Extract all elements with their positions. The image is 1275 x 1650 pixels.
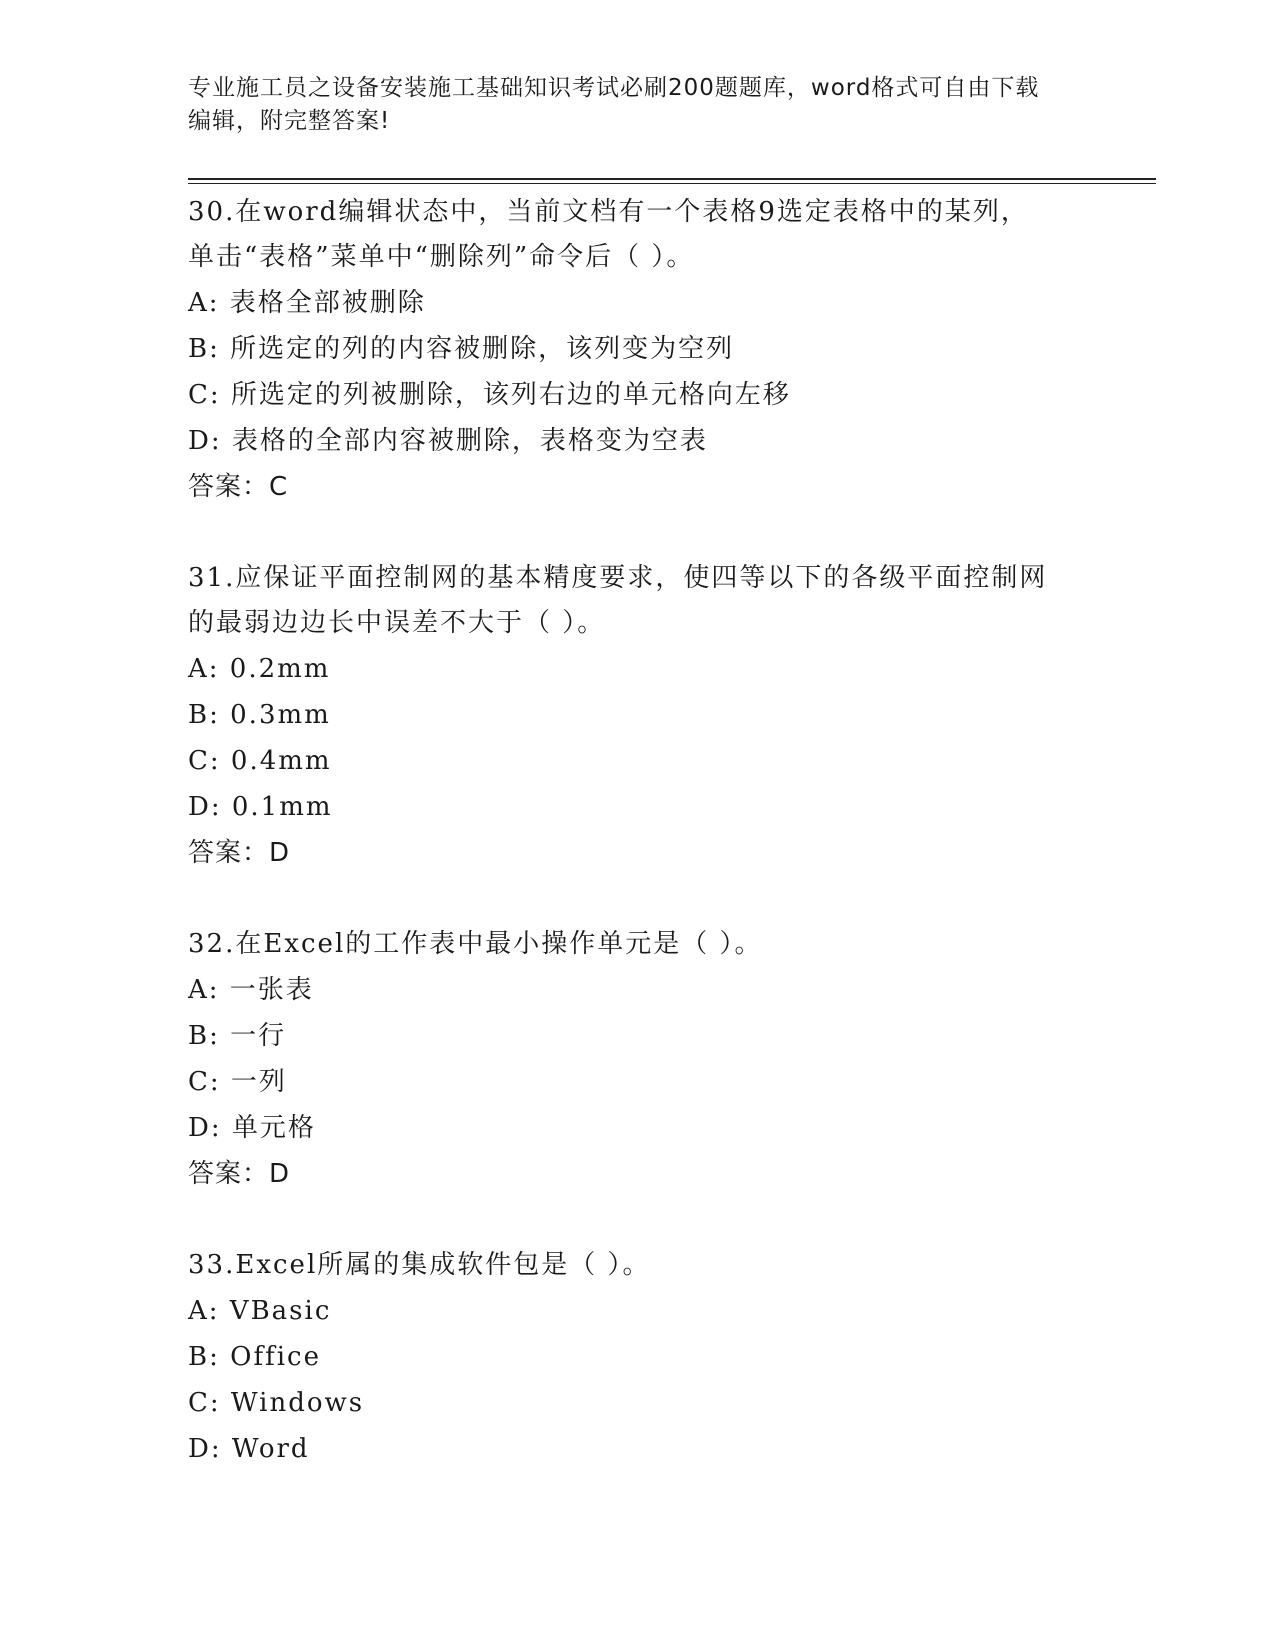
question-31 [188, 556, 1138, 876]
option-d: D: 单元格 [188, 1113, 316, 1143]
question-stem: 33.Excel所属的集成软件包是（ ）。 [188, 1250, 651, 1280]
option-c: C: 一列 [188, 1067, 287, 1097]
header-line-1: 专业施工员之设备安装施工基础知识考试必刷200题题库，word格式可自由下载 [188, 75, 1040, 101]
answer-line: 答案：D [188, 838, 291, 868]
option-a: A: 一张表 [188, 975, 314, 1005]
option-c: C: Windows [188, 1388, 365, 1418]
answer-line: 答案：C [188, 472, 289, 502]
question-32 [188, 922, 1138, 1197]
question-stem-continued: 单击“表格”菜单中“删除列”命令后（ ）。 [188, 242, 695, 272]
option-b: B: 所选定的列的内容被删除，该列变为空列 [188, 334, 735, 364]
question-33 [188, 1243, 1138, 1472]
option-c: C: 0.4mm [188, 746, 332, 776]
header-divider-thick [188, 178, 1156, 180]
answer-line: 答案：D [188, 1159, 291, 1189]
question-stem: 32.在Excel的工作表中最小操作单元是（ ）。 [188, 929, 763, 959]
question-30 [188, 190, 1138, 510]
option-b: B: 一行 [188, 1021, 287, 1051]
option-b: B: Office [188, 1342, 321, 1372]
question-stem: 30.在word编辑状态中，当前文档有一个表格9选定表格中的某列， [188, 197, 1029, 227]
question-list [188, 190, 1138, 1518]
header-divider-thin [188, 183, 1156, 184]
question-stem-continued: 的最弱边边长中误差不大于（ ）。 [188, 608, 606, 638]
option-d: D: Word [188, 1434, 310, 1464]
option-d: D: 表格的全部内容被删除，表格变为空表 [188, 426, 708, 456]
option-d: D: 0.1mm [188, 792, 333, 822]
option-b: B: 0.3mm [188, 700, 331, 730]
header-line-2: 编辑，附完整答案! [188, 108, 391, 134]
option-c: C: 所选定的列被删除，该列右边的单元格向左移 [188, 380, 791, 410]
option-a: A: 0.2mm [188, 654, 331, 684]
question-stem: 31.应保证平面控制网的基本精度要求，使四等以下的各级平面控制网 [188, 563, 1048, 593]
option-a: A: VBasic [188, 1296, 332, 1326]
document-header [188, 72, 1088, 138]
option-a: A: 表格全部被删除 [188, 288, 426, 318]
